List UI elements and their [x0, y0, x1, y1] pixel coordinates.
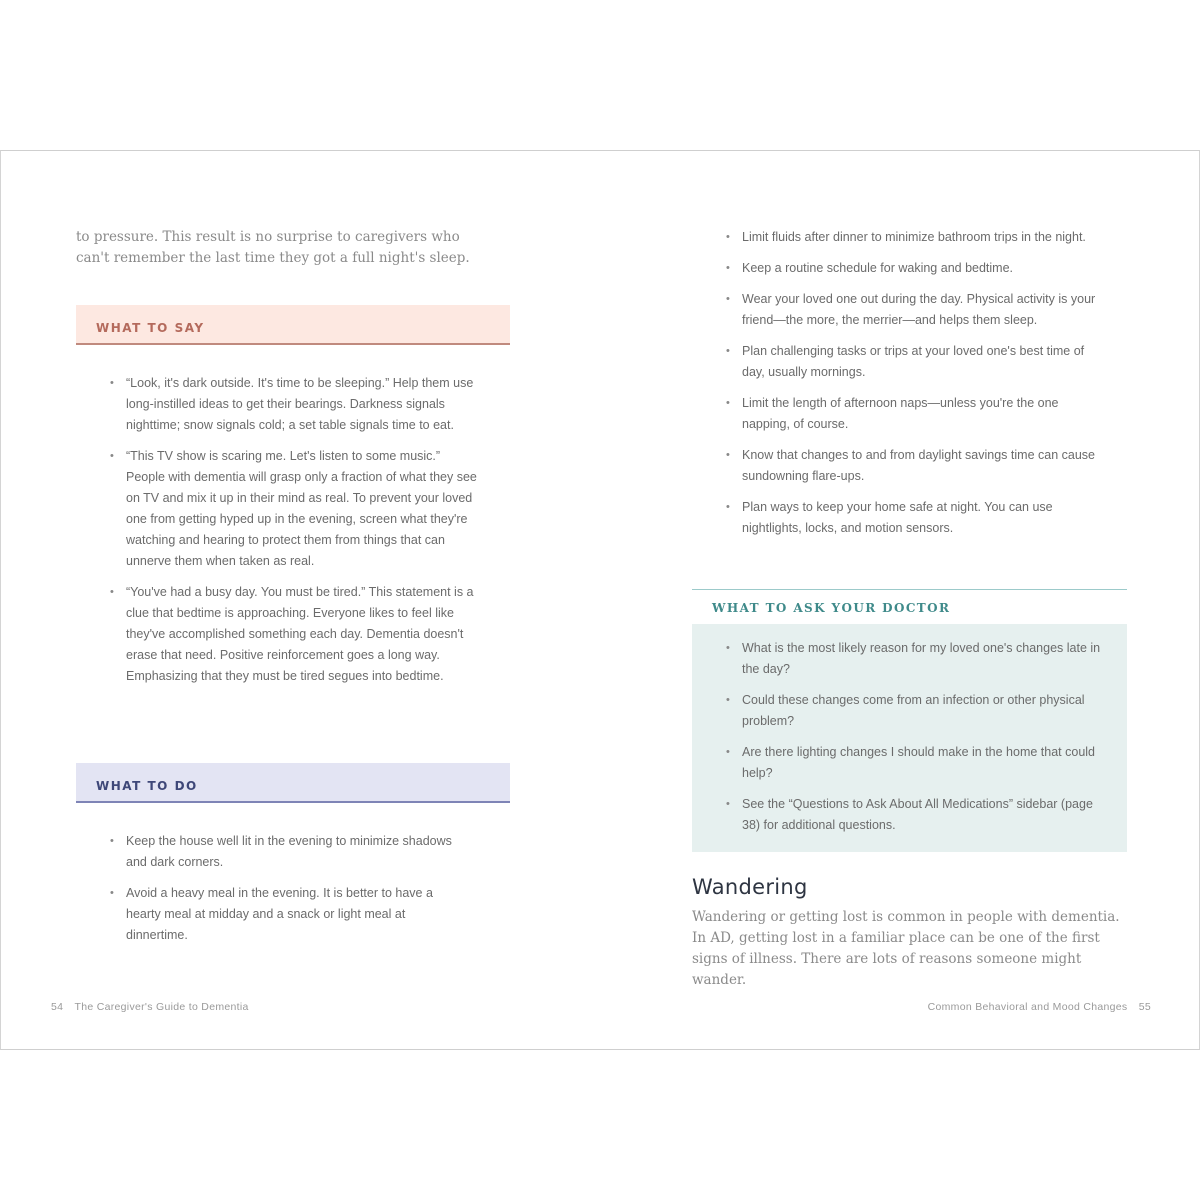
- wandering-section: [692, 875, 1127, 991]
- bullet-icon: •: [726, 345, 730, 357]
- bullet-icon: •: [110, 887, 114, 899]
- right-footer: [928, 1001, 1151, 1013]
- ask-doctor-panel: [692, 624, 1127, 852]
- list-item: • Know that changes to and from daylight savings time can cause sundowning flare-ups.: [742, 445, 1107, 487]
- what-to-do-box: [76, 763, 510, 956]
- right-page: [692, 227, 1127, 988]
- bullet-icon: •: [726, 231, 730, 243]
- section-heading: Wandering: [692, 875, 808, 899]
- list-item: • Keep the house well lit in the evening to minimize shadows and dark corners.: [126, 831, 470, 873]
- bullet-icon: •: [726, 449, 730, 461]
- what-to-do-list: [76, 803, 510, 946]
- ask-doctor-heading: WHAT TO ASK YOUR DOCTOR: [692, 589, 1127, 624]
- bullet-icon: •: [726, 694, 730, 706]
- bullet-icon: •: [110, 586, 114, 598]
- list-item: • Could these changes come from an infection or other physical problem?: [742, 690, 1107, 732]
- running-title: The Caregiver's Guide to Dementia: [74, 1001, 249, 1013]
- page-number: 55: [1138, 1001, 1151, 1013]
- left-footer: [51, 1001, 249, 1013]
- bullet-icon: •: [110, 377, 114, 389]
- bullet-icon: •: [110, 835, 114, 847]
- left-page: [76, 227, 510, 942]
- bullet-icon: •: [110, 450, 114, 462]
- list-item: • Are there lighting changes I should make in the home that could help?: [742, 742, 1107, 784]
- what-to-say-heading: WHAT TO SAY: [76, 305, 510, 345]
- list-item: • Limit fluids after dinner to minimize bathroom trips in the night.: [742, 227, 1107, 248]
- intro-paragraph: to pressure. This result is no surprise to caregivers who can't remember the last time they got a full night's sleep.: [76, 229, 470, 266]
- list-item: • Avoid a heavy meal in the evening. It is better to have a hearty meal at midday and a snack or light meal at dinnertime.: [126, 883, 470, 946]
- bullet-icon: •: [726, 746, 730, 758]
- bullet-icon: •: [726, 293, 730, 305]
- list-item: • “Look, it's dark outside. It's time to be sleeping.” Help them use long-instilled ideas to get their bearings. Darkness signals nighttime; snow signals cold; a set table signals time to eat.: [126, 373, 480, 436]
- what-to-say-list: [76, 345, 510, 687]
- bullet-icon: •: [726, 642, 730, 654]
- page-number: 54: [51, 1001, 64, 1013]
- bullet-icon: •: [726, 262, 730, 274]
- book-spread: [0, 150, 1200, 1050]
- section-paragraph: Wandering or getting lost is common in people with dementia. In AD, getting lost in a familiar place can be one of the first signs of illness. There are lots of reasons someone might wander.: [692, 909, 1120, 988]
- list-item: • Plan challenging tasks or trips at your loved one's best time of day, usually mornings.: [742, 341, 1107, 383]
- list-item: • “You've had a busy day. You must be tired.” This statement is a clue that bedtime is approaching. Everyone likes to feel like they've accomplished something each day. Dementia doesn't erase that need. Positive reinforcement goes a long way. Emphasizing that they must be tired segues into bedtime.: [126, 582, 480, 687]
- what-to-say-box: [76, 305, 510, 687]
- ask-doctor-list: [726, 638, 1107, 836]
- what-to-do-heading: WHAT TO DO: [76, 763, 510, 803]
- bullet-icon: •: [726, 397, 730, 409]
- bullet-icon: •: [726, 501, 730, 513]
- ask-doctor-box: [692, 589, 1127, 852]
- list-item: • Keep a routine schedule for waking and bedtime.: [742, 258, 1107, 279]
- tips-list: [692, 227, 1127, 539]
- list-item: • See the “Questions to Ask About All Medications” sidebar (page 38) for additional questions.: [742, 794, 1107, 836]
- list-item: • Plan ways to keep your home safe at night. You can use nightlights, locks, and motion sensors.: [742, 497, 1107, 539]
- list-item: • “This TV show is scaring me. Let's listen to some music.” People with dementia will grasp only a fraction of what they see on TV and mix it up in their mind as real. To prevent your loved one from getting hyped up in the evening, screen what they're watching and hearing to protect them from things that can unnerve them when taken as real.: [126, 446, 480, 572]
- list-item: • Wear your loved one out during the day. Physical activity is your friend—the more, the merrier—and helps them sleep.: [742, 289, 1107, 331]
- list-item: • Limit the length of afternoon naps—unless you're the one napping, of course.: [742, 393, 1107, 435]
- bullet-icon: •: [726, 798, 730, 810]
- list-item: • What is the most likely reason for my loved one's changes late in the day?: [742, 638, 1107, 680]
- running-title: Common Behavioral and Mood Changes: [927, 1001, 1128, 1013]
